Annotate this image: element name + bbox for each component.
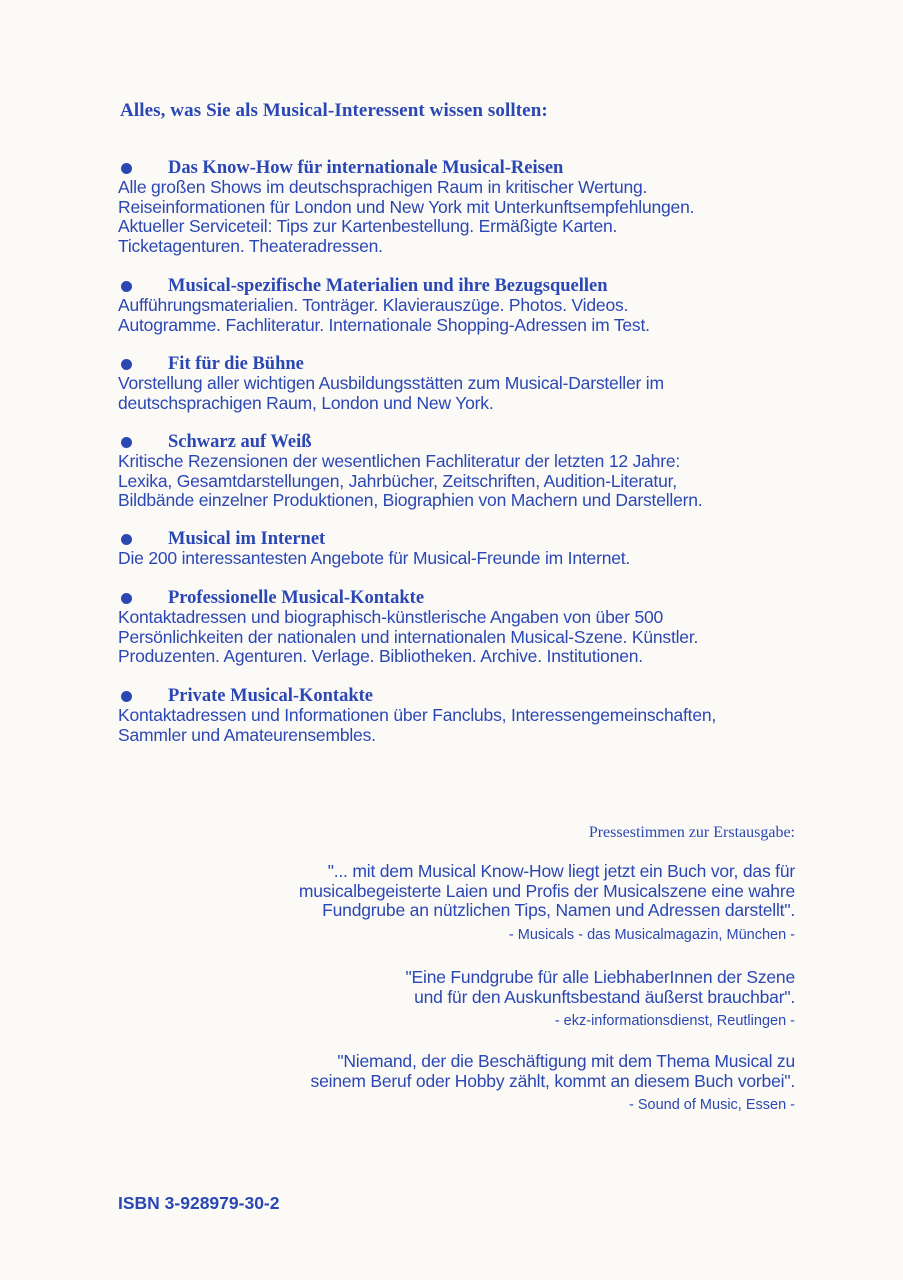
page-heading: Alles, was Sie als Musical-Interessent wissen sollten: xyxy=(120,100,548,121)
bullet-icon xyxy=(121,281,132,292)
quote-source: - ekz-informationsdienst, Reutlingen - xyxy=(554,1013,795,1029)
bullet-icon xyxy=(121,359,132,370)
section-musical-reisen xyxy=(118,158,818,256)
section-body: Alle großen Shows im deutschsprachigen Raum in kritischer Wertung. Reiseinformationen für London und New York mit Unterkunftsempfehlungen. Aktueller Serviceteil: Tips zur Kartenbestellung. Ermäßigte Karten. Ticketagenturen. Theateradressen. xyxy=(118,177,695,256)
quote-source: - Sound of Music, Essen - xyxy=(628,1097,795,1113)
bullet-icon xyxy=(121,534,132,545)
section-title: Musical-spezifische Materialien und ihre Bezugsquellen xyxy=(168,276,608,296)
section-body: Aufführungsmaterialien. Tonträger. Klavierauszüge. Photos. Videos. Autogramme. Fachliteratur. Internationale Shopping-Adressen im Test. xyxy=(118,295,650,335)
bullet-icon xyxy=(121,437,132,448)
section-private-kontakte xyxy=(118,686,818,745)
quote-text: "Niemand, der die Beschäftigung mit dem Thema Musical zu seinem Beruf oder Hobby zählt, kommt an diesem Buch vorbei". xyxy=(310,1051,795,1091)
isbn-number: ISBN 3-928979-30-2 xyxy=(118,1193,280,1213)
section-buehne xyxy=(118,354,818,413)
press-quote xyxy=(406,968,795,1029)
section-title: Schwarz auf Weiß xyxy=(168,432,312,452)
press-quote xyxy=(311,1052,795,1113)
section-professionelle-kontakte xyxy=(118,588,818,667)
section-materialien xyxy=(118,276,818,335)
section-title: Fit für die Bühne xyxy=(168,354,304,374)
section-title: Musical im Internet xyxy=(168,529,326,549)
quote-text: "Eine Fundgrube für alle LiebhaberInnen der Szene und für den Auskunftsbestand äußerst brauchbar". xyxy=(405,967,795,1007)
quote-source: - Musicals - das Musicalmagazin, München - xyxy=(508,926,795,943)
section-body: Vorstellung aller wichtigen Ausbildungsstätten zum Musical-Darsteller im deutschsprachigen Raum, London und New York. xyxy=(118,373,664,413)
bullet-icon xyxy=(121,593,132,604)
section-title: Das Know-How für internationale Musical-Reisen xyxy=(168,158,564,178)
bullet-icon xyxy=(121,691,132,702)
bullet-icon xyxy=(121,163,132,174)
section-title: Private Musical-Kontakte xyxy=(168,686,373,706)
section-body: Kontaktadressen und biographisch-künstlerische Angaben von über 500 Persönlichkeiten der nationalen und internationalen Musical-Szene. Künstler. Produzenten. Agenturen. Verlage. Bibliotheken. Archive. Institutionen. xyxy=(118,607,699,666)
section-internet xyxy=(118,529,818,569)
press-quote xyxy=(299,862,795,943)
section-body: Die 200 interessantesten Angebote für Musical-Freunde im Internet. xyxy=(118,548,631,568)
section-title: Professionelle Musical-Kontakte xyxy=(168,588,425,608)
section-body: Kontaktadressen und Informationen über Fanclubs, Interessengemeinschaften, Sammler und Amateurensembles. xyxy=(118,705,717,745)
section-body: Kritische Rezensionen der wesentlichen Fachliteratur der letzten 12 Jahre: Lexika, Gesamtdarstellungen, Jahrbücher, Zeitschriften, Audition-Literatur, Bildbände einzelner Produktionen, Biographien von Machern und Darstellern. xyxy=(118,451,703,510)
quote-text: "... mit dem Musical Know-How liegt jetzt ein Buch vor, das für musicalbegeisterte Laien und Profis der Musicalszene eine wahre Fundgrube an nützlichen Tips, Namen und Adressen darstellt". xyxy=(298,861,795,920)
section-schwarz-auf-weiss xyxy=(118,432,818,511)
press-heading: Pressestimmen zur Erstausgabe: xyxy=(588,824,795,841)
